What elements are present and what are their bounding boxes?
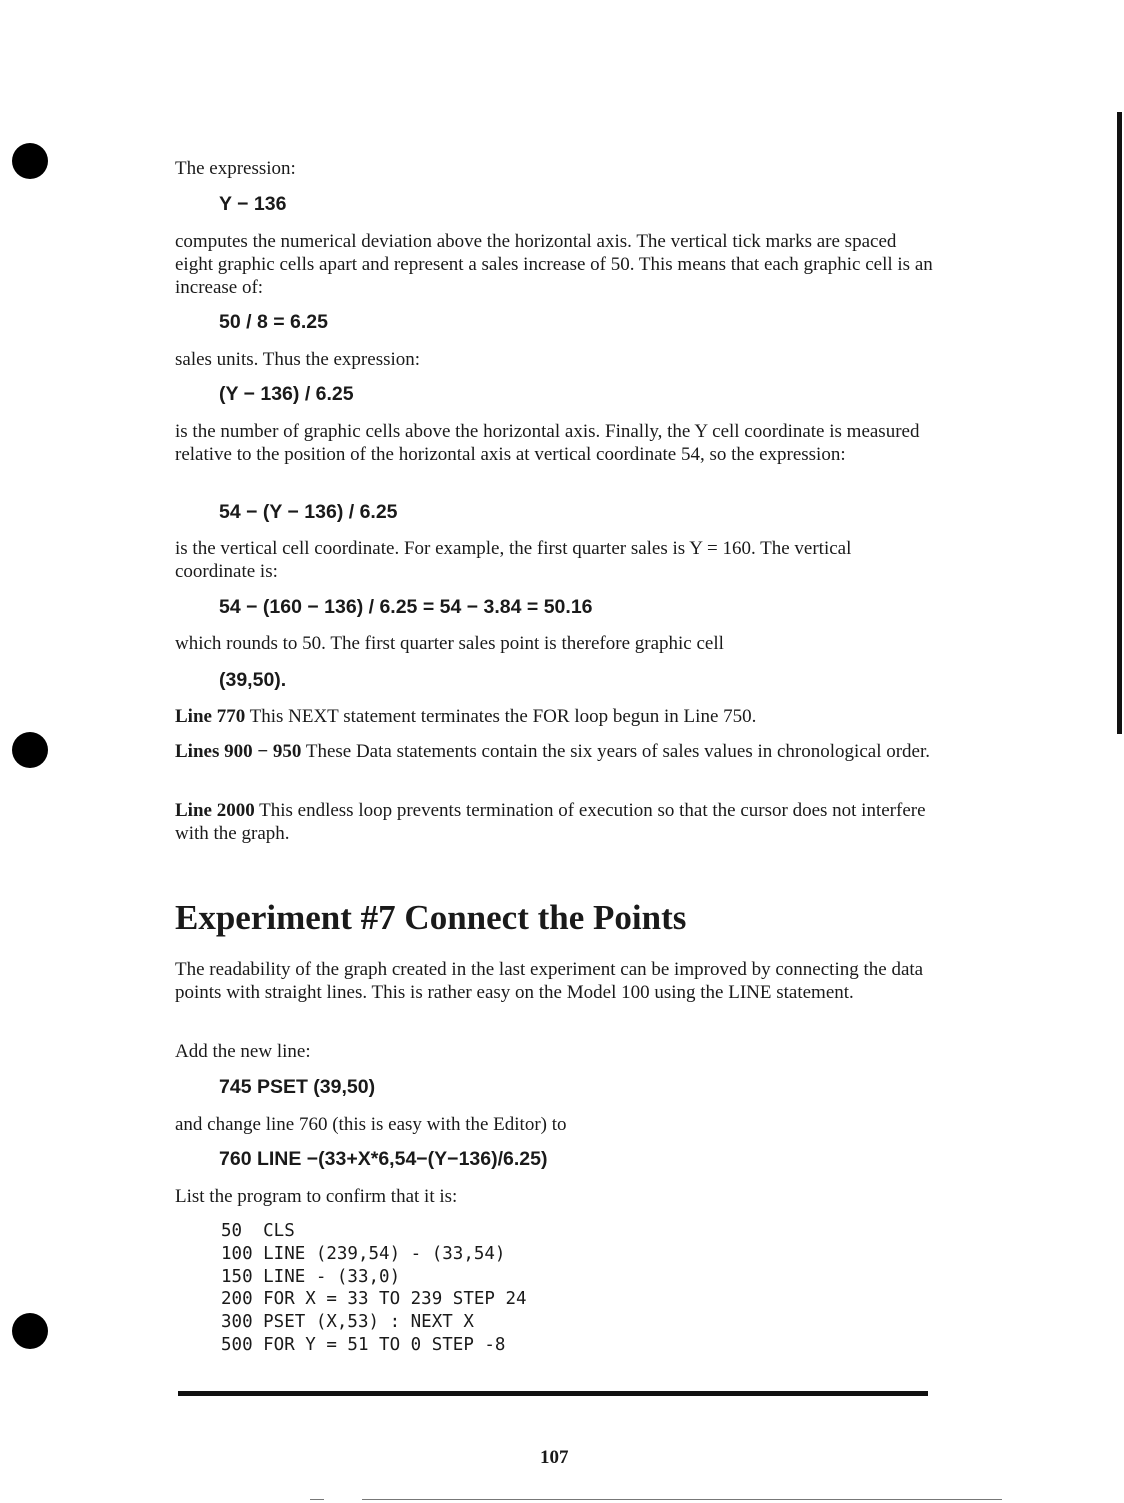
- paragraph-readability: The readability of the graph created in the last experiment can be improved by connecting the data points with straight lines. This is rather easy on the Model 100 using the LINE statement.: [175, 959, 924, 1003]
- section-heading: Experiment #7 Connect the Points: [175, 898, 687, 937]
- line-note-770: [175, 705, 935, 728]
- line-note-label: Line 770: [175, 706, 246, 727]
- line-note-text: These Data statements contain the six years of sales values in chronological order.: [301, 741, 931, 762]
- paragraph-vertical-cell: is the vertical cell coordinate. For example, the first quarter sales is Y = 160. The vertical coordinate is:: [175, 538, 852, 582]
- listing-line: 100 LINE (239,54) - (33,54): [221, 1243, 506, 1264]
- listing-line: 50 CLS: [221, 1221, 295, 1241]
- paragraph-rounds: which rounds to 50. The first quarter sales point is therefore graphic cell: [175, 633, 724, 654]
- listing-line: 200 FOR X = 33 TO 239 STEP 24: [221, 1289, 527, 1310]
- listing-line: 500 FOR Y = 51 TO 0 STEP -8: [221, 1334, 506, 1355]
- page-number: 107: [540, 1447, 569, 1468]
- paragraph-expression-intro: The expression:: [175, 158, 296, 179]
- equation-cells-above-axis: (Y − 136) / 6.25: [219, 383, 354, 405]
- line-note-900-950: [175, 740, 935, 763]
- paragraph-add-line: Add the new line:: [175, 1041, 311, 1062]
- listing-line: 300 PSET (X,53) : NEXT X: [221, 1312, 474, 1333]
- paragraph-list-program: List the program to confirm that it is:: [175, 1186, 458, 1207]
- paragraph-sales-units: sales units. Thus the expression:: [175, 349, 421, 370]
- page-edge-bar: [1117, 112, 1122, 734]
- line-note-label: Line 2000: [175, 800, 255, 821]
- line-note-2000: [175, 799, 935, 845]
- line-note-text: This NEXT statement terminates the FOR loop begun in Line 750.: [245, 706, 757, 727]
- paragraph-graphic-cells: is the number of graphic cells above the horizontal axis. Finally, the Y cell coordinate is measured relative to the position of the horizontal axis at vertical coordinate 54, so the expression:: [175, 421, 920, 465]
- code-line-745: 745 PSET (39,50): [219, 1076, 376, 1098]
- equation-vertical-coordinate: 54 − (Y − 136) / 6.25: [219, 501, 398, 523]
- binder-hole-top: [12, 143, 48, 179]
- binder-hole-middle: [12, 732, 48, 768]
- paragraph-change-line: and change line 760 (this is easy with the Editor) to: [175, 1114, 567, 1135]
- equation-y-minus-136: Y − 136: [219, 193, 287, 215]
- horizontal-rule: [178, 1391, 928, 1396]
- line-note-text: This endless loop prevents termination of execution so that the cursor does not interfere with the graph.: [175, 800, 926, 844]
- paragraph-deviation: computes the numerical deviation above the horizontal axis. The vertical tick marks are spaced eight graphic cells apart and represent a sales increase of 50. This means that each graphic cell is an increase of:: [175, 231, 933, 298]
- binder-hole-bottom: [12, 1313, 48, 1349]
- equation-graphic-cell: (39,50).: [219, 669, 287, 691]
- listing-line: 150 LINE - (33,0): [221, 1266, 401, 1287]
- equation-example-calculation: 54 − (160 − 136) / 6.25 = 54 − 3.84 = 50.16: [219, 596, 593, 618]
- code-line-760: 760 LINE −(33+X*6,54−(Y−136)/6.25): [219, 1148, 548, 1170]
- equation-cell-increase: 50 / 8 = 6.25: [219, 311, 328, 333]
- bottom-edge-line: [362, 1499, 1002, 1500]
- program-listing: [221, 1220, 527, 1357]
- line-note-label: Lines 900 − 950: [175, 741, 302, 762]
- bottom-edge-tick: [310, 1499, 324, 1500]
